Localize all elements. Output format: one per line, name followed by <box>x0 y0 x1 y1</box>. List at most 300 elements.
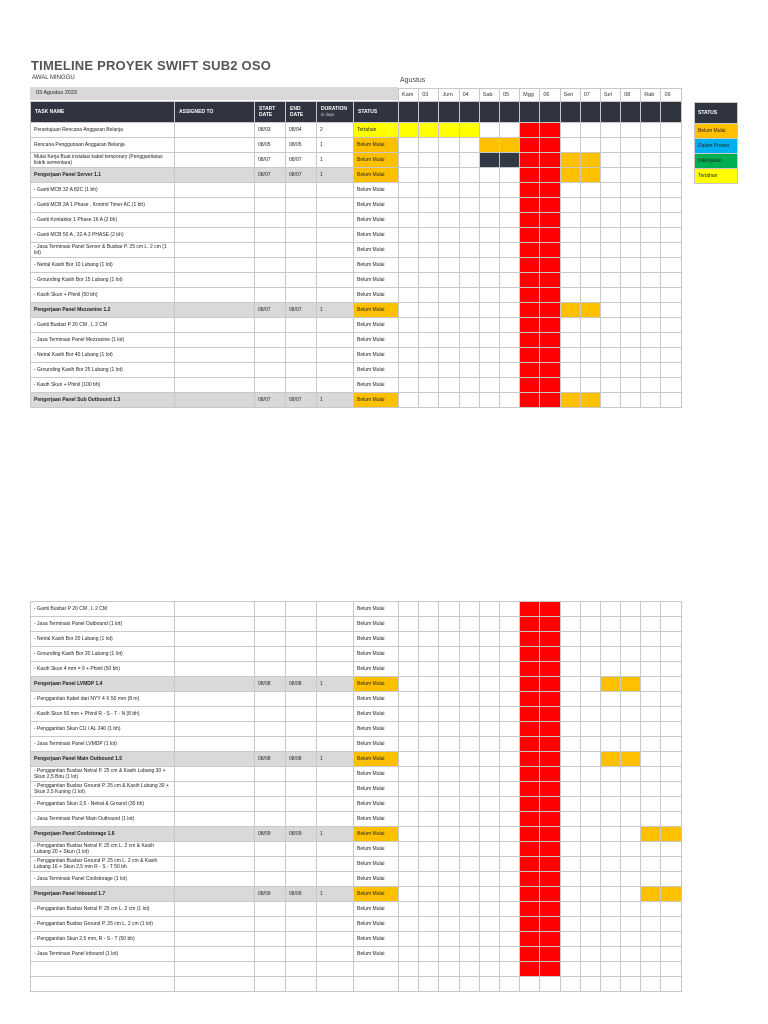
task-row <box>31 632 682 647</box>
duration-cell[interactable] <box>317 378 354 393</box>
status-cell[interactable]: Belum Mulai <box>354 722 399 737</box>
gantt-day-cell <box>439 348 459 363</box>
start-date-cell[interactable] <box>255 647 286 662</box>
task-name-cell[interactable]: - Kasih Skun + Phinil (100 bh) <box>31 378 175 393</box>
duration-cell[interactable] <box>317 318 354 333</box>
gantt-day-cell <box>499 153 519 168</box>
duration-cell[interactable] <box>317 962 354 977</box>
end-date-cell[interactable] <box>286 602 317 617</box>
start-date-cell[interactable] <box>255 917 286 932</box>
task-name-cell[interactable]: Pengerjaan Panel Mezzanine 1.2 <box>31 303 175 318</box>
status-cell[interactable]: Belum Mulai <box>354 138 399 153</box>
gantt-day-cell <box>479 782 499 797</box>
status-cell[interactable]: Belum Mulai <box>354 168 399 183</box>
task-name-cell[interactable]: - Kasih Skun + Phinil (50 bh) <box>31 288 175 303</box>
duration-cell[interactable] <box>317 947 354 962</box>
end-date-cell[interactable] <box>286 797 317 812</box>
assigned-cell[interactable] <box>175 857 255 872</box>
end-date-cell[interactable] <box>286 213 317 228</box>
end-date-cell[interactable] <box>286 662 317 677</box>
duration-cell[interactable] <box>317 902 354 917</box>
start-date-cell[interactable]: 08/05 <box>255 138 286 153</box>
end-date-cell[interactable] <box>286 782 317 797</box>
task-name-cell[interactable]: - Grounding Kasih Bor 15 Lubang (1 lot) <box>31 273 175 288</box>
start-date-cell[interactable] <box>255 737 286 752</box>
start-date-cell[interactable] <box>255 842 286 857</box>
start-date-cell[interactable]: 08/07 <box>255 303 286 318</box>
task-name-cell[interactable]: - Kasih Skun 4 mm = 9 + Phinil (50 bh) <box>31 662 175 677</box>
assigned-cell[interactable] <box>175 602 255 617</box>
status-cell[interactable]: Belum Mulai <box>354 692 399 707</box>
task-name-cell[interactable]: - Penggantian Skun 2,5 - Netral & Ground (30 bh) <box>31 797 175 812</box>
assigned-cell[interactable] <box>175 123 255 138</box>
task-name-cell[interactable]: Pengerjaan Panel LVMDP 1.4 <box>31 677 175 692</box>
end-date-cell[interactable] <box>286 917 317 932</box>
end-date-cell[interactable] <box>286 767 317 782</box>
duration-cell[interactable] <box>317 857 354 872</box>
duration-cell[interactable] <box>317 602 354 617</box>
assigned-cell[interactable] <box>175 737 255 752</box>
start-date-cell[interactable] <box>255 782 286 797</box>
task-name-cell[interactable]: - Ganti Busbar P 20 CM , L 2 CM <box>31 602 175 617</box>
end-date-cell[interactable]: 08/07 <box>286 303 317 318</box>
end-date-cell[interactable]: 08/07 <box>286 153 317 168</box>
assigned-cell[interactable] <box>175 333 255 348</box>
task-name-cell[interactable]: - Penggantian Skun 2,5 mm, R - S - T (50 bh) <box>31 932 175 947</box>
duration-cell[interactable] <box>317 977 354 992</box>
assigned-cell[interactable] <box>175 932 255 947</box>
status-cell[interactable]: Belum Mulai <box>354 213 399 228</box>
end-date-cell[interactable] <box>286 632 317 647</box>
end-date-cell[interactable] <box>286 288 317 303</box>
end-date-cell[interactable] <box>286 348 317 363</box>
status-cell[interactable]: Belum Mulai <box>354 647 399 662</box>
duration-cell[interactable] <box>317 228 354 243</box>
duration-cell[interactable] <box>317 917 354 932</box>
assigned-cell[interactable] <box>175 872 255 887</box>
duration-cell[interactable] <box>317 707 354 722</box>
duration-cell[interactable]: 1 <box>317 393 354 408</box>
start-date-cell[interactable] <box>255 947 286 962</box>
start-date-cell[interactable] <box>255 812 286 827</box>
assigned-cell[interactable] <box>175 378 255 393</box>
gantt-day-cell <box>419 977 439 992</box>
assigned-cell[interactable] <box>175 213 255 228</box>
start-date-cell[interactable] <box>255 378 286 393</box>
status-cell[interactable]: Belum Mulai <box>354 872 399 887</box>
start-date-cell[interactable]: 08/07 <box>255 168 286 183</box>
status-cell[interactable]: Belum Mulai <box>354 258 399 273</box>
start-date-cell[interactable] <box>255 258 286 273</box>
assigned-cell[interactable] <box>175 902 255 917</box>
status-cell[interactable]: Belum Mulai <box>354 273 399 288</box>
assigned-cell[interactable] <box>175 662 255 677</box>
header-day-cell <box>580 102 600 123</box>
start-date-cell[interactable]: 08/09 <box>255 827 286 842</box>
start-date-cell[interactable]: 08/09 <box>255 887 286 902</box>
status-cell[interactable]: Belum Mulai <box>354 887 399 902</box>
start-date-cell[interactable] <box>255 722 286 737</box>
assigned-cell[interactable] <box>175 722 255 737</box>
duration-cell[interactable] <box>317 213 354 228</box>
status-cell[interactable]: Belum Mulai <box>354 737 399 752</box>
duration-cell[interactable]: 1 <box>317 887 354 902</box>
start-date-cell[interactable] <box>255 932 286 947</box>
end-date-cell[interactable] <box>286 617 317 632</box>
end-date-cell[interactable] <box>286 962 317 977</box>
assigned-cell[interactable] <box>175 692 255 707</box>
start-date-cell[interactable] <box>255 183 286 198</box>
assigned-cell[interactable] <box>175 228 255 243</box>
end-date-cell[interactable] <box>286 198 317 213</box>
task-name-cell[interactable]: - Penggantian Busbar Netral P. 25 cm & Kasih Lubang 30 + Skun 2,5 Biru (1 lot) <box>31 767 175 782</box>
end-date-cell[interactable] <box>286 258 317 273</box>
duration-cell[interactable]: 1 <box>317 168 354 183</box>
duration-cell[interactable] <box>317 198 354 213</box>
start-date-cell[interactable] <box>255 198 286 213</box>
start-date-cell[interactable]: 08/08 <box>255 677 286 692</box>
end-date-cell[interactable] <box>286 947 317 962</box>
assigned-cell[interactable] <box>175 782 255 797</box>
task-name-cell[interactable]: Pengerjaan Panel Inbound 1.7 <box>31 887 175 902</box>
assigned-cell[interactable] <box>175 842 255 857</box>
duration-cell[interactable] <box>317 767 354 782</box>
status-cell[interactable]: Belum Mulai <box>354 917 399 932</box>
end-date-cell[interactable] <box>286 737 317 752</box>
gantt-day-cell <box>459 737 479 752</box>
task-name-cell[interactable]: Rencana Penggunaan Anggaran Belanja <box>31 138 175 153</box>
duration-cell[interactable] <box>317 842 354 857</box>
duration-cell[interactable] <box>317 617 354 632</box>
end-date-cell[interactable] <box>286 872 317 887</box>
task-name-cell[interactable]: - Jasa Terminasi Panel Mezzanine (1 lot) <box>31 333 175 348</box>
end-date-cell[interactable] <box>286 363 317 378</box>
gantt-day-cell <box>621 258 641 273</box>
gantt-day-cell <box>600 318 620 333</box>
start-date-cell[interactable] <box>255 797 286 812</box>
start-date-cell[interactable] <box>255 228 286 243</box>
assigned-cell[interactable] <box>175 812 255 827</box>
task-name-cell[interactable]: - Penggantian Busbar Netral P. 25 cm L. 2 cm (1 lot) <box>31 902 175 917</box>
end-date-cell[interactable] <box>286 243 317 258</box>
duration-cell[interactable]: 1 <box>317 752 354 767</box>
duration-cell[interactable] <box>317 258 354 273</box>
task-name-cell[interactable]: Pengerjaan Panel Main Outbound 1.5 <box>31 752 175 767</box>
status-cell[interactable]: Belum Mulai <box>354 752 399 767</box>
end-date-cell[interactable] <box>286 378 317 393</box>
status-cell[interactable]: Belum Mulai <box>354 228 399 243</box>
duration-cell[interactable]: 1 <box>317 677 354 692</box>
end-date-cell[interactable] <box>286 932 317 947</box>
end-date-cell[interactable]: 08/09 <box>286 827 317 842</box>
assigned-cell[interactable] <box>175 288 255 303</box>
duration-cell[interactable] <box>317 333 354 348</box>
start-date-cell[interactable] <box>255 243 286 258</box>
task-name-cell[interactable]: - Penggantian Busbar Ground P. 25 cm L. 2 cm & Kasih Lubang 16 + Skun 2,5 mm R - S - T 50 bh <box>31 857 175 872</box>
start-date-cell[interactable]: 08/03 <box>255 123 286 138</box>
header-day-cell <box>479 102 499 123</box>
status-cell[interactable] <box>354 962 399 977</box>
gantt-day-cell <box>540 363 560 378</box>
assigned-cell[interactable] <box>175 632 255 647</box>
assigned-cell[interactable] <box>175 797 255 812</box>
duration-cell[interactable]: 2 <box>317 123 354 138</box>
task-name-cell[interactable]: - Jasa Terminasi Panel Outbound (1 lot) <box>31 617 175 632</box>
task-row <box>31 767 682 782</box>
status-cell[interactable]: Belum Mulai <box>354 827 399 842</box>
start-date-cell[interactable] <box>255 333 286 348</box>
task-name-cell[interactable]: - Jasa Terminasi Panel Inbound (1 lot) <box>31 947 175 962</box>
status-cell[interactable]: Belum Mulai <box>354 602 399 617</box>
duration-cell[interactable] <box>317 273 354 288</box>
duration-cell[interactable]: 1 <box>317 138 354 153</box>
status-cell[interactable]: Belum Mulai <box>354 812 399 827</box>
status-cell[interactable]: Belum Mulai <box>354 348 399 363</box>
status-cell[interactable]: Belum Mulai <box>354 782 399 797</box>
task-name-cell[interactable]: - Netral Kasih Bor 10 Lubang (1 lot) <box>31 258 175 273</box>
start-date-cell[interactable] <box>255 617 286 632</box>
gantt-day-cell <box>439 273 459 288</box>
duration-cell[interactable] <box>317 363 354 378</box>
end-date-cell[interactable]: 08/07 <box>286 393 317 408</box>
assigned-cell[interactable] <box>175 707 255 722</box>
start-date-cell[interactable] <box>255 288 286 303</box>
status-cell[interactable]: Belum Mulai <box>354 183 399 198</box>
task-name-cell[interactable]: - Ganti MCB 50 A , 32 A 3 PHASE (2 bh) <box>31 228 175 243</box>
task-row <box>31 782 682 797</box>
status-cell[interactable]: Belum Mulai <box>354 767 399 782</box>
duration-cell[interactable] <box>317 288 354 303</box>
end-date-cell[interactable] <box>286 692 317 707</box>
start-date-cell[interactable] <box>255 632 286 647</box>
duration-cell[interactable]: 1 <box>317 827 354 842</box>
task-name-cell[interactable]: Persetujuan Rencana Anggaran Belanja <box>31 123 175 138</box>
duration-cell[interactable]: 1 <box>317 153 354 168</box>
start-date-cell[interactable] <box>255 363 286 378</box>
duration-cell[interactable] <box>317 782 354 797</box>
task-name-cell[interactable]: - Netral Kasih Bor 20 Lubang (1 lot) <box>31 632 175 647</box>
duration-cell[interactable] <box>317 183 354 198</box>
assigned-cell[interactable] <box>175 318 255 333</box>
assigned-cell[interactable] <box>175 273 255 288</box>
task-name-cell[interactable]: - Ganti MCB 2A 1 Phase , Kontrol Timer AC (1 bh) <box>31 198 175 213</box>
end-date-cell[interactable] <box>286 707 317 722</box>
gantt-day-cell <box>661 303 681 318</box>
start-date-cell[interactable] <box>255 213 286 228</box>
gantt-day-cell <box>520 617 540 632</box>
assigned-cell[interactable] <box>175 617 255 632</box>
assigned-cell[interactable] <box>175 183 255 198</box>
start-date-cell[interactable] <box>255 962 286 977</box>
duration-cell[interactable] <box>317 812 354 827</box>
status-cell[interactable]: Belum Mulai <box>354 797 399 812</box>
status-cell[interactable]: Belum Mulai <box>354 153 399 168</box>
duration-cell[interactable] <box>317 348 354 363</box>
task-name-cell[interactable]: - Ganti MCB 32 A 82C (1 bh) <box>31 183 175 198</box>
assigned-cell[interactable] <box>175 348 255 363</box>
duration-cell[interactable]: 1 <box>317 303 354 318</box>
task-name-cell[interactable]: - Penggantian Kabel dari NYY 4 X 50 mm (8 m) <box>31 692 175 707</box>
gantt-day-cell <box>560 168 580 183</box>
assigned-cell[interactable] <box>175 977 255 992</box>
status-cell[interactable]: Belum Mulai <box>354 378 399 393</box>
end-date-cell[interactable] <box>286 318 317 333</box>
duration-cell[interactable] <box>317 632 354 647</box>
task-name-cell[interactable]: - Penggantian Busbar Netral P. 25 cm L. 2 cm & Kasih Lubang 20 + Skun (1 lot) <box>31 842 175 857</box>
task-name-cell[interactable]: - Ganti Kontaktor 1 Phase 16 A (2 bh) <box>31 213 175 228</box>
gantt-day-cell <box>540 348 560 363</box>
assigned-cell[interactable] <box>175 827 255 842</box>
end-date-cell[interactable]: 08/05 <box>286 138 317 153</box>
status-cell[interactable]: Belum Mulai <box>354 243 399 258</box>
start-date-cell[interactable] <box>255 348 286 363</box>
assigned-cell[interactable] <box>175 962 255 977</box>
duration-cell[interactable] <box>317 722 354 737</box>
status-cell[interactable]: Belum Mulai <box>354 318 399 333</box>
task-name-cell[interactable] <box>31 977 175 992</box>
task-name-cell[interactable]: - Jasa Terminasi Panel Coolstorage (1 lot) <box>31 872 175 887</box>
gantt-day-cell <box>499 617 519 632</box>
duration-cell[interactable] <box>317 797 354 812</box>
start-date-cell[interactable] <box>255 902 286 917</box>
duration-cell[interactable] <box>317 662 354 677</box>
start-date-cell[interactable] <box>255 273 286 288</box>
status-cell[interactable] <box>354 977 399 992</box>
duration-cell[interactable] <box>317 243 354 258</box>
end-date-cell[interactable]: 08/08 <box>286 677 317 692</box>
gantt-day-cell <box>399 812 419 827</box>
task-name-cell[interactable]: Pengerjaan Panel Server 1.1 <box>31 168 175 183</box>
assigned-cell[interactable] <box>175 393 255 408</box>
task-name-cell[interactable]: - Penggantian Skun CU / AL 240 (1 bh) <box>31 722 175 737</box>
status-cell[interactable]: Belum Mulai <box>354 932 399 947</box>
task-name-cell[interactable]: - Jasa Terminasi Panel Server & Busbar P. 25 cm L. 2 cm (1 lot) <box>31 243 175 258</box>
task-name-cell[interactable]: - Penggantian Busbar Ground P. 25 cm & Kasih Lubang 30 + Skun 2,5 Kuning (1 lot) <box>31 782 175 797</box>
status-cell[interactable]: Belum Mulai <box>354 677 399 692</box>
day-label: 06 <box>540 89 560 102</box>
task-name-cell[interactable]: Pengerjaan Panel Sub Outbound 1.3 <box>31 393 175 408</box>
status-cell[interactable]: Belum Mulai <box>354 393 399 408</box>
end-date-cell[interactable]: 08/04 <box>286 123 317 138</box>
status-cell[interactable]: Belum Mulai <box>354 632 399 647</box>
start-date-cell[interactable] <box>255 857 286 872</box>
start-date-cell[interactable]: 08/07 <box>255 153 286 168</box>
gantt-day-cell <box>439 752 459 767</box>
start-date-cell[interactable] <box>255 707 286 722</box>
assigned-cell[interactable] <box>175 917 255 932</box>
assigned-cell[interactable] <box>175 752 255 767</box>
task-name-cell[interactable]: - Penggantian Busbar Ground P. 25 cm L. 2 cm (1 lot) <box>31 917 175 932</box>
status-cell[interactable]: Belum Mulai <box>354 363 399 378</box>
status-cell[interactable]: Belum Mulai <box>354 617 399 632</box>
end-date-cell[interactable] <box>286 722 317 737</box>
task-name-cell[interactable]: - Netral Kasih Bor 40 Lubang (1 lot) <box>31 348 175 363</box>
duration-cell[interactable] <box>317 692 354 707</box>
end-date-cell[interactable] <box>286 333 317 348</box>
end-date-cell[interactable] <box>286 228 317 243</box>
duration-cell[interactable] <box>317 872 354 887</box>
start-date-cell[interactable] <box>255 977 286 992</box>
gantt-day-cell <box>419 677 439 692</box>
gantt-day-cell <box>520 303 540 318</box>
assigned-cell[interactable] <box>175 887 255 902</box>
task-name-cell[interactable]: Mulai Kerja Buat instalasi kabel temporary (Penggantiarus listrik sementara) <box>31 153 175 168</box>
status-cell[interactable]: Belum Mulai <box>354 662 399 677</box>
assigned-cell[interactable] <box>175 243 255 258</box>
task-name-cell[interactable]: - Grounding Kasih Bor 20 Lubang (1 lot) <box>31 647 175 662</box>
assigned-cell[interactable] <box>175 647 255 662</box>
start-date-cell[interactable] <box>255 662 286 677</box>
task-name-cell[interactable]: - Grounding Kasih Bor 25 Lubang (1 lot) <box>31 363 175 378</box>
assigned-cell[interactable] <box>175 258 255 273</box>
end-date-cell[interactable] <box>286 273 317 288</box>
status-cell[interactable]: Belum Mulai <box>354 333 399 348</box>
assigned-cell[interactable] <box>175 677 255 692</box>
status-cell[interactable]: Belum Mulai <box>354 198 399 213</box>
end-date-cell[interactable] <box>286 183 317 198</box>
task-name-cell[interactable]: - Kasih Skun 50 mm + Phinil R - S - T - N (8 bh) <box>31 707 175 722</box>
duration-cell[interactable] <box>317 737 354 752</box>
assigned-cell[interactable] <box>175 168 255 183</box>
task-name-cell[interactable] <box>31 962 175 977</box>
assigned-cell[interactable] <box>175 767 255 782</box>
start-date-cell[interactable] <box>255 872 286 887</box>
assigned-cell[interactable] <box>175 138 255 153</box>
end-date-cell[interactable] <box>286 857 317 872</box>
assigned-cell[interactable] <box>175 947 255 962</box>
task-name-cell[interactable]: - Jasa Terminasi Panel Main Outbound (1 lot) <box>31 812 175 827</box>
assigned-cell[interactable] <box>175 153 255 168</box>
start-date-cell[interactable] <box>255 692 286 707</box>
status-cell[interactable]: Tertahan <box>354 123 399 138</box>
assigned-cell[interactable] <box>175 363 255 378</box>
status-cell[interactable]: Belum Mulai <box>354 947 399 962</box>
status-cell[interactable]: Belum Mulai <box>354 857 399 872</box>
gantt-day-cell <box>621 797 641 812</box>
status-cell[interactable]: Belum Mulai <box>354 842 399 857</box>
start-date-cell[interactable]: 08/08 <box>255 752 286 767</box>
gantt-day-cell <box>459 857 479 872</box>
assigned-cell[interactable] <box>175 198 255 213</box>
end-date-cell[interactable] <box>286 842 317 857</box>
status-cell[interactable]: Belum Mulai <box>354 288 399 303</box>
status-cell[interactable]: Belum Mulai <box>354 902 399 917</box>
gantt-day-cell <box>600 333 620 348</box>
start-date-cell[interactable] <box>255 767 286 782</box>
duration-cell[interactable] <box>317 932 354 947</box>
start-date-cell[interactable] <box>255 602 286 617</box>
end-date-cell[interactable] <box>286 812 317 827</box>
start-date-cell[interactable]: 08/07 <box>255 393 286 408</box>
status-cell[interactable]: Belum Mulai <box>354 707 399 722</box>
end-date-cell[interactable] <box>286 977 317 992</box>
end-date-cell[interactable]: 08/07 <box>286 168 317 183</box>
end-date-cell[interactable] <box>286 647 317 662</box>
duration-cell[interactable] <box>317 647 354 662</box>
gantt-day-cell <box>520 363 540 378</box>
start-date-cell[interactable] <box>255 318 286 333</box>
assigned-cell[interactable] <box>175 303 255 318</box>
task-name-cell[interactable]: Pengerjaan Panel Coolstorage 1.6 <box>31 827 175 842</box>
task-name-cell[interactable]: - Jasa Terminasi Panel LVMDP (1 lot) <box>31 737 175 752</box>
status-cell[interactable]: Belum Mulai <box>354 303 399 318</box>
end-date-cell[interactable] <box>286 902 317 917</box>
gantt-day-cell <box>540 947 560 962</box>
task-name-cell[interactable]: - Ganti Busbar P 20 CM , L 2 CM <box>31 318 175 333</box>
gantt-day-cell <box>641 123 661 138</box>
end-date-cell[interactable]: 08/08 <box>286 752 317 767</box>
end-date-cell[interactable]: 08/09 <box>286 887 317 902</box>
